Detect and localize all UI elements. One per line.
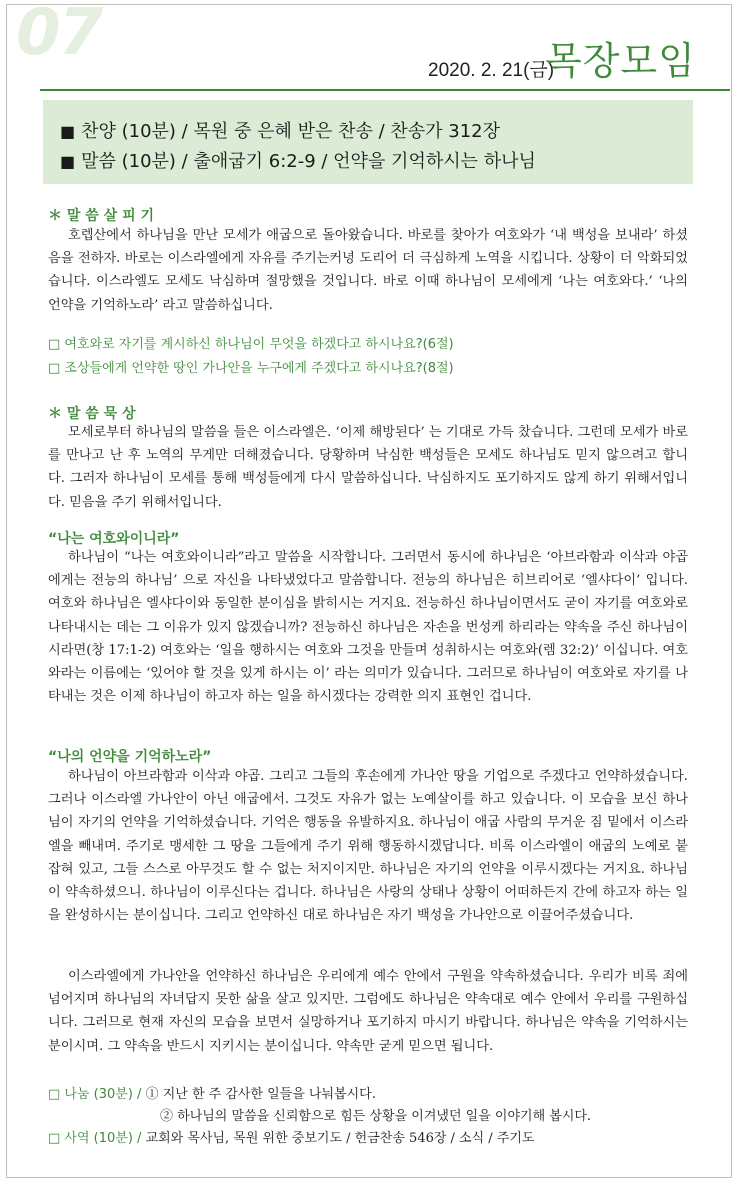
paragraph-covenant: 하나님이 아브라함과 이삭과 야곱. 그리고 그들의 후손에게 가나안 땅을 기업으로 주겠다고 언약하셨습니다. 그러나 이스라엘 가나안이 아닌 애굽에서. 그것도 자유가 없는 노예살이를 하고 있습니다. 이 모습을 보신 하나님이 자기의 언약을 기억하셨습니다. 기억은 행동을 유발하지요. 하나님이 애굽 사람의 무거운 짐 밑에서 이스라엘을 빼내며. 주기로 맹세한 그 땅을 그들에게 주기 위해 행동하시겠답니다. 비록 이스라엘이 애굽의 노예로 붙잡혀 있고, 그들 스스로 아무것도 할 수 없는 처지이지만. 하나님은 자기의 언약을 이루시겠다는 거지요. 하나님이 약속하셨으니. 하나님이 이루신다는 겁니다. 하나님은 사랑의 상태나 상황이 어떠하든지 간에 하고자 하는 일을 완성하시는 분이십니다. 그리고 언약하신 대로 하나님은 자기 백성을 가나안으로 이끌어주셨습니다. [48, 769, 688, 924]
question-1: □ 여호와로 자기를 계시하신 하나님이 무엇을 하겠다고 하시나요?(6절) [48, 337, 454, 352]
question-2: □ 조상들에게 언약한 땅인 가나안을 누구에게 주겠다고 하시나요?(8절) [48, 361, 454, 376]
ministry-label: □ 사역 (10분) / [48, 1131, 142, 1146]
ministry-line [48, 1127, 535, 1146]
paragraph-i-am-lord: 하나님이 “나는 여호와이니라”라고 말씀을 시작합니다. 그러면서 동시에 하나님은 ‘아브라함과 이삭과 야곱에게는 전능의 하나님’ 으로 자신을 나타냈었다고 말씀합니다. 전능의 하나님은 히브리어로 ‘엘샤다이’ 입니다. 여호와 하나님은 엘샤다이와 동일한 분이심을 밝히시는 거지요. 전능하신 하나님이면서도 굳이 자기를 여호와로 나타내시는 데는 그 이유가 있지 않겠습니까? 전능하신 하나님은 자손을 번성케 하리라는 약속을 주신 하나님이시라면(창 17:1-2) 여호와는 ‘일을 행하시는 여호와 그것을 만들며 성취하시는 여호와(렘 32:2)’ 이십니다. 여호와라는 이름에는 ‘있어야 할 것을 있게 하시는 이’ 라는 의미가 있습니다. 그러므로 하나님이 여호와로 자기를 나타내는 것은 이제 하나님이 하고자 하는 일을 하시겠다는 강력한 의지 표현인 겁니다. [48, 550, 688, 705]
word-text: 말씀 (10분) / 출애굽기 6:2-9 / 언약을 기억하시는 하나님 [81, 151, 536, 172]
bullet-square-icon: ■ [60, 152, 76, 171]
sharing-item-2: ② 하나님의 말씀을 신뢰함으로 힘든 상황을 이겨냈던 일을 이야기해 봅시다. [160, 1109, 592, 1124]
date: 2020. 2. 21(금) [428, 60, 555, 81]
header-rule [40, 89, 730, 91]
paragraph-observe: 호렙산에서 하나님을 만난 모세가 애굽으로 돌아왔습니다. 바로를 찾아가 여호와가 ‘내 백성을 보내라’ 하셨음을 전하자. 바로는 이스라엘에게 자유를 주기는커녕 도리어 더 극심하게 노역을 시킵니다. 상황이 더 악화되었습니다. 이스라엘도 모세도 낙심하며 절망했을 것입니다. 바로 이때 하나님이 모세에게 ‘나는 여호와다.’ ‘나의 언약을 기억하노라’ 라고 말씀하십니다. [48, 228, 688, 313]
worship-line-praise [60, 117, 500, 143]
paragraph-closing: 이스라엘에게 가나안을 언약하신 하나님은 우리에게 예수 안에서 구원을 약속하셨습니다. 우리가 비록 죄에 넘어지며 하나님의 자녀답지 못한 삶을 살고 있지만. 그럼에도 하나님은 약속대로 예수 안에서 우리를 구원하십니다. 그러므로 현재 자신의 모습을 보면서 실망하거나 포기하지 마시기 바랍니다. 하나님은 약속을 기억하시는 분이시며. 그 약속을 반드시 지키시는 분이십니다. 약속만 굳게 믿으면 됩니다. [48, 969, 688, 1054]
sharing-item-1: ① 지난 한 주 감사한 일들을 나눠봅시다. [145, 1087, 376, 1102]
ministry-text: 교회와 목사님, 목원 위한 중보기도 / 헌금찬송 546장 / 소식 / 주기도 [145, 1131, 535, 1146]
subsection-title-covenant: “나의 언약을 기억하노라” [48, 749, 212, 765]
sharing-label: □ 나눔 (30분) / [48, 1087, 142, 1102]
subsection-title-i-am-lord: “나는 여호와이니라” [48, 531, 180, 547]
bullet-square-icon: ■ [60, 122, 76, 141]
worship-line-word [60, 147, 536, 173]
praise-text: 찬양 (10분) / 목원 중 은혜 받은 찬송 / 찬송가 312장 [81, 121, 500, 142]
section-title-observe: ＊ 말 씀 살 피 기 [48, 208, 154, 224]
paragraph-meditate: 모세로부터 하나님의 말씀을 들은 이스라엘은. ‘이제 해방된다’ 는 기대로 가득 찼습니다. 그런데 모세가 바로를 만나고 난 후 노역의 무게만 더해졌습니다. 당황하며 낙심한 백성들은 모세도 하나님도 믿지 않으려고 합니다. 그러자 하나님이 모세를 통해 백성들에게 다시 말씀하십니다. 낙심하지도 포기하지도 않게 하기 위해서입니다. 믿음을 주기 위해서입니다. [48, 425, 688, 510]
section-title-meditate: ＊ 말 씀 묵 상 [48, 406, 136, 422]
sharing-line-2 [160, 1105, 591, 1124]
sharing-line [48, 1083, 376, 1102]
page-title: 목장모임 [545, 39, 696, 83]
page-number: 07 [16, 0, 102, 70]
